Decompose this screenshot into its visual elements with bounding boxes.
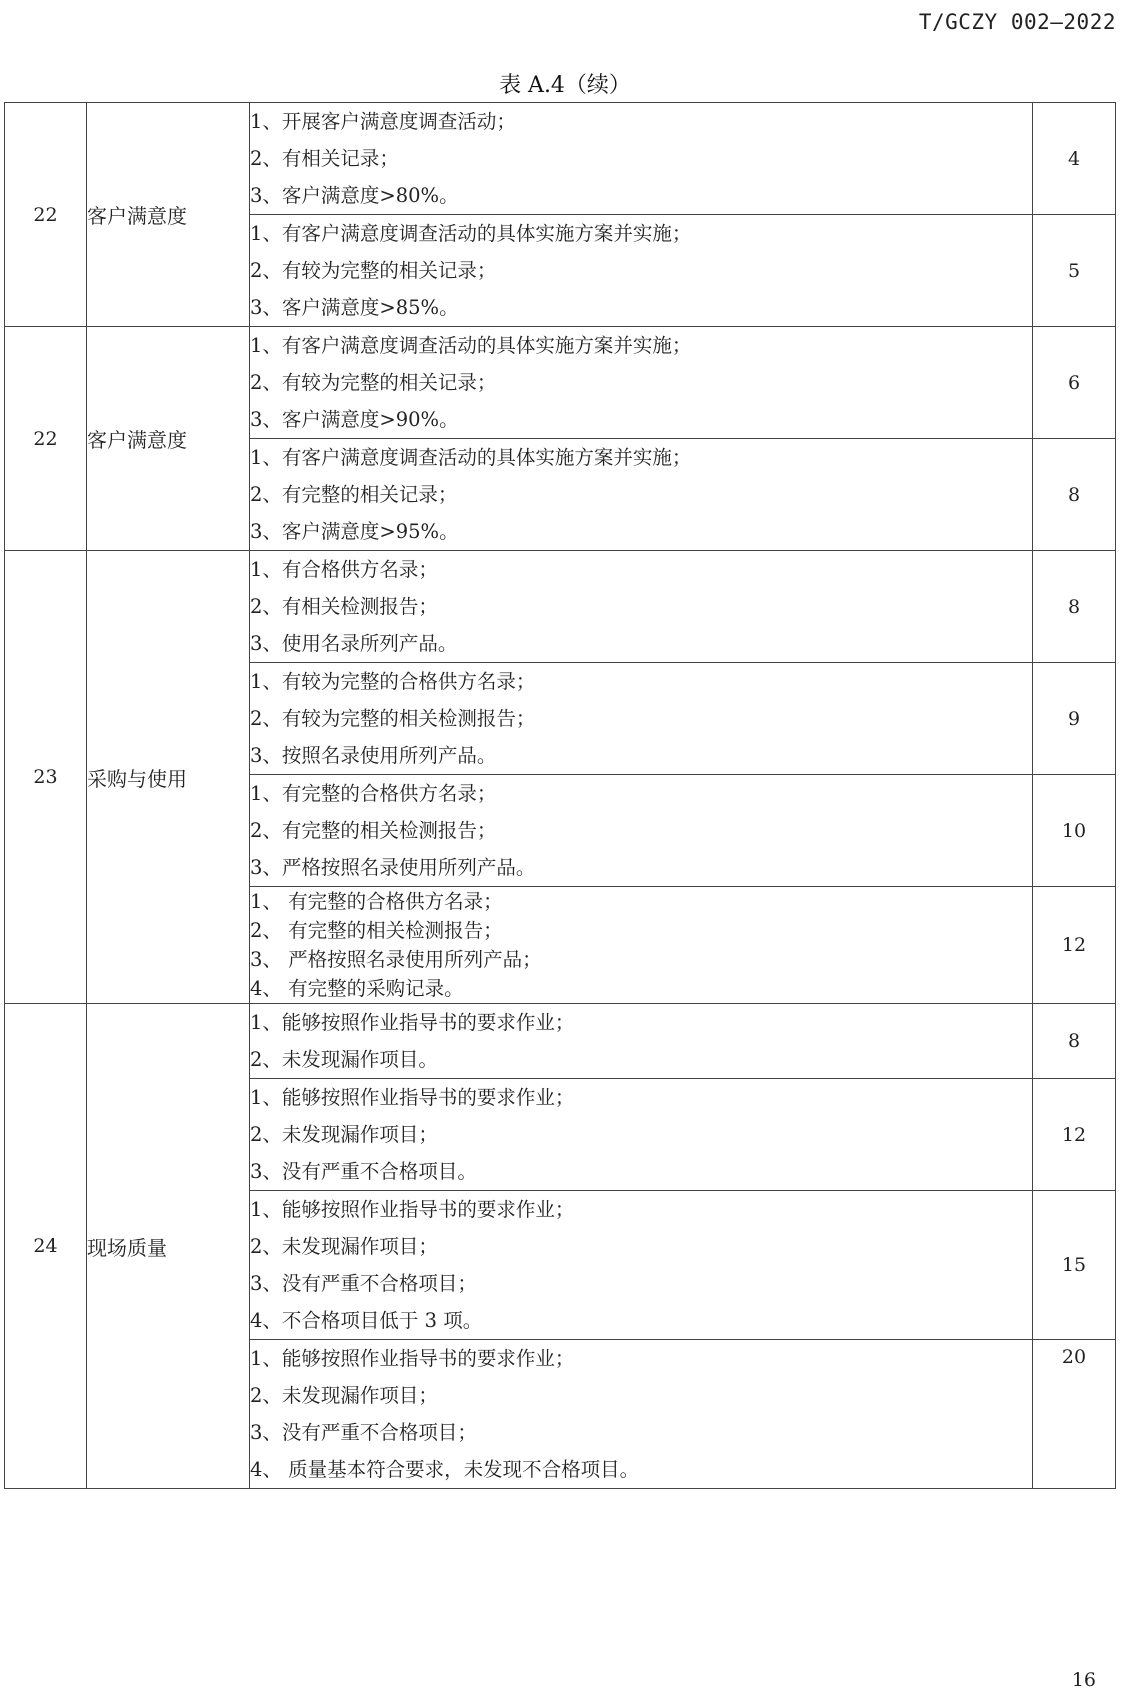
score-cell: 8 (1033, 1004, 1116, 1079)
score-cell: 12 (1033, 1079, 1116, 1191)
document-code: T/GCZY 002—2022 (918, 10, 1116, 34)
item-name-cell: 采购与使用 (87, 551, 250, 1004)
criteria-line: 3、按照名录使用所列产品。 (250, 744, 497, 767)
item-name-cell: 客户满意度 (87, 103, 250, 327)
criteria-cell (250, 215, 1033, 327)
criteria-line: 3、客户满意度>85%。 (250, 296, 459, 319)
score-cell: 9 (1033, 663, 1116, 775)
score-cell: 8 (1033, 551, 1116, 663)
criteria-line: 1、有客户满意度调查活动的具体实施方案并实施； (250, 222, 692, 245)
score-cell: 5 (1033, 215, 1116, 327)
criteria-line: 1、能够按照作业指导书的要求作业； (250, 1198, 575, 1221)
criteria-cell (250, 663, 1033, 775)
criteria-line: 1、有客户满意度调查活动的具体实施方案并实施； (250, 446, 692, 469)
criteria-line: 4、 有完整的采购记录。 (250, 977, 464, 1000)
criteria-line: 3、 严格按照名录使用所列产品； (250, 948, 542, 971)
item-number-cell: 23 (5, 551, 87, 1004)
criteria-line: 2、有较为完整的相关记录； (250, 371, 497, 394)
criteria-line: 3、没有严重不合格项目； (250, 1421, 477, 1444)
item-number-cell: 22 (5, 327, 87, 551)
score-cell: 10 (1033, 775, 1116, 887)
item-name-cell: 客户满意度 (87, 327, 250, 551)
item-name-cell: 现场质量 (87, 1004, 250, 1489)
criteria-line: 1、有客户满意度调查活动的具体实施方案并实施； (250, 334, 692, 357)
evaluation-table-body (5, 103, 1116, 1489)
criteria-line: 2、有相关记录； (250, 147, 399, 170)
criteria-line: 3、使用名录所列产品。 (250, 632, 458, 655)
criteria-cell (250, 327, 1033, 439)
criteria-line: 2、有相关检测报告； (250, 595, 438, 618)
criteria-line: 1、有完整的合格供方名录； (250, 782, 497, 805)
criteria-cell (250, 551, 1033, 663)
table-row (5, 327, 1116, 439)
criteria-line: 2、有较为完整的相关检测报告； (250, 707, 536, 730)
criteria-line: 4、不合格项目低于 3 项。 (250, 1309, 483, 1332)
criteria-cell (250, 887, 1033, 1004)
criteria-line: 1、有较为完整的合格供方名录； (250, 670, 536, 693)
criteria-cell (250, 1340, 1033, 1489)
criteria-line: 2、未发现漏作项目； (250, 1123, 438, 1146)
criteria-line: 1、能够按照作业指导书的要求作业； (250, 1347, 575, 1370)
criteria-line: 3、没有严重不合格项目； (250, 1272, 477, 1295)
criteria-line: 1、开展客户满意度调查活动； (250, 110, 516, 133)
page-number: 16 (1071, 1669, 1096, 1691)
criteria-cell (250, 439, 1033, 551)
criteria-line: 2、未发现漏作项目。 (250, 1048, 438, 1071)
criteria-line: 3、客户满意度>90%。 (250, 408, 459, 431)
table-row (5, 551, 1116, 663)
criteria-cell (250, 1004, 1033, 1079)
table-caption: 表 A.4（续） (499, 73, 631, 98)
criteria-line: 2、有较为完整的相关记录； (250, 259, 497, 282)
criteria-line: 1、能够按照作业指导书的要求作业； (250, 1086, 575, 1109)
criteria-cell (250, 1191, 1033, 1340)
score-cell: 6 (1033, 327, 1116, 439)
criteria-line: 3、客户满意度>95%。 (250, 520, 459, 543)
criteria-line: 2、未发现漏作项目； (250, 1384, 438, 1407)
criteria-line: 1、 有完整的合格供方名录； (250, 890, 503, 913)
criteria-line: 1、有合格供方名录； (250, 558, 438, 581)
evaluation-table (4, 102, 1116, 1489)
criteria-line: 2、有完整的相关记录； (250, 483, 458, 506)
criteria-cell (250, 775, 1033, 887)
criteria-line: 2、未发现漏作项目； (250, 1235, 438, 1258)
criteria-line: 2、 有完整的相关检测报告； (250, 919, 503, 942)
criteria-line: 3、客户满意度>80%。 (250, 184, 459, 207)
score-cell: 15 (1033, 1191, 1116, 1340)
score-cell: 20 (1033, 1340, 1116, 1489)
criteria-line: 4、 质量基本符合要求，未发现不合格项目。 (250, 1458, 640, 1481)
criteria-line: 3、严格按照名录使用所列产品。 (250, 856, 536, 879)
score-cell: 12 (1033, 887, 1116, 1004)
table-row (5, 103, 1116, 215)
item-number-cell: 22 (5, 103, 87, 327)
criteria-cell (250, 103, 1033, 215)
criteria-line: 1、能够按照作业指导书的要求作业； (250, 1011, 575, 1034)
score-cell: 8 (1033, 439, 1116, 551)
score-cell: 4 (1033, 103, 1116, 215)
criteria-cell (250, 1079, 1033, 1191)
table-row (5, 1004, 1116, 1079)
item-number-cell: 24 (5, 1004, 87, 1489)
criteria-line: 3、没有严重不合格项目。 (250, 1160, 477, 1183)
criteria-line: 2、有完整的相关检测报告； (250, 819, 497, 842)
